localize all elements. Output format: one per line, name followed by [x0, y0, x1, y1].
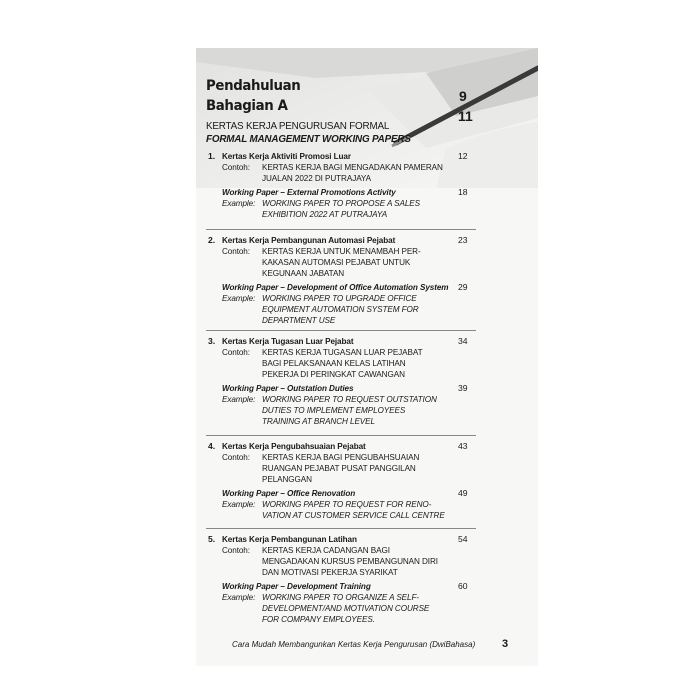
contoh-label: Contoh:	[222, 246, 250, 256]
example-page: 18	[458, 187, 468, 197]
section-title: Kertas Kerja Tugasan Luar Pejabat	[222, 336, 354, 346]
example-line: WORKING PAPER TO REQUEST FOR RENO-	[262, 499, 432, 509]
section-page: 23	[458, 235, 468, 245]
section-number: 1.	[208, 151, 216, 161]
example-page: 49	[458, 488, 468, 498]
contoh-line: DAN MOTIVASI PEKERJA SYARIKAT	[262, 567, 398, 577]
contoh-line: KERTAS KERJA UNTUK MENAMBAH PER-	[262, 246, 421, 256]
example-page: 29	[458, 282, 468, 292]
example-title: Working Paper – Outstation Duties	[222, 383, 354, 393]
example-label: Example:	[222, 499, 256, 509]
example-title: Working Paper – Development Training	[222, 581, 371, 591]
example-line: WORKING PAPER TO REQUEST OUTSTATION	[262, 394, 437, 404]
section-page: 54	[458, 534, 468, 544]
footer-book-title: Cara Mudah Membangunkan Kertas Kerja Pengurusan (DwiBahasa)	[232, 640, 476, 649]
footer-page-number: 3	[502, 638, 509, 650]
example-label: Example:	[222, 293, 256, 303]
example-page: 60	[458, 581, 468, 591]
part-title: Bahagian A	[206, 98, 288, 114]
section-title: Kertas Kerja Pembangunan Latihan	[222, 534, 357, 544]
section-page: 43	[458, 441, 468, 451]
intro-page: 9	[459, 88, 467, 104]
section-divider	[206, 435, 476, 436]
example-label: Example:	[222, 394, 256, 404]
contoh-label: Contoh:	[222, 162, 250, 172]
example-line: WORKING PAPER TO PROPOSE A SALES	[262, 198, 421, 208]
example-line: WORKING PAPER TO UPGRADE OFFICE	[262, 293, 417, 303]
section-number: 5.	[208, 534, 216, 544]
example-line: DEVELOPMENT/AND MOTIVATION COURSE	[262, 603, 430, 613]
section-divider	[206, 229, 476, 230]
contoh-line: KERTAS KERJA CADANGAN BAGI	[262, 545, 390, 555]
contoh-line: JUALAN 2022 DI PUTRAJAYA	[262, 173, 372, 183]
example-label: Example:	[222, 592, 256, 602]
section-title: Kertas Kerja Aktiviti Promosi Luar	[222, 151, 351, 161]
section-divider	[206, 528, 476, 529]
section-number: 4.	[208, 441, 216, 451]
example-page: 39	[458, 383, 468, 393]
example-line: DEPARTMENT USE	[262, 315, 336, 325]
example-line: TRAINING AT BRANCH LEVEL	[262, 416, 375, 426]
section-divider	[206, 330, 476, 331]
contoh-line: KERTAS KERJA TUGASAN LUAR PEJABAT	[262, 347, 423, 357]
example-line: EXHIBITION 2022 AT PUTRAJAYA	[262, 209, 388, 219]
contoh-line: PEKERJA DI PERINGKAT CAWANGAN	[262, 369, 405, 379]
part-page: 11	[458, 108, 473, 124]
example-title: Working Paper – Development of Office Automation System	[222, 282, 449, 292]
contoh-label: Contoh:	[222, 452, 250, 462]
contoh-line: KEGUNAAN JABATAN	[262, 268, 345, 278]
contoh-line: KAKASAN AUTOMASI PEJABAT UNTUK	[262, 257, 411, 267]
example-line: EQUIPMENT AUTOMATION SYSTEM FOR	[262, 304, 419, 314]
book-page	[196, 48, 538, 666]
example-title: Working Paper – Office Renovation	[222, 488, 356, 498]
section-title: Kertas Kerja Pengubahsuaian Pejabat	[222, 441, 366, 451]
contoh-line: MENGADAKAN KURSUS PEMBANGUNAN DIRI	[262, 556, 438, 566]
example-title: Working Paper – External Promotions Activity	[222, 187, 396, 197]
contoh-line: PELANGGAN	[262, 474, 312, 484]
example-line: WORKING PAPER TO ORGANIZE A SELF-	[262, 592, 420, 602]
contoh-line: BAGI PELAKSANAAN KELAS LATIHAN	[262, 358, 406, 368]
contoh-label: Contoh:	[222, 347, 250, 357]
section-page: 34	[458, 336, 468, 346]
example-line: FOR COMPANY EMPLOYEES.	[262, 614, 375, 624]
contoh-line: RUANGAN PEJABAT PUSAT PANGGILAN	[262, 463, 416, 473]
contoh-label: Contoh:	[222, 545, 250, 555]
section-number: 3.	[208, 336, 216, 346]
contoh-line: KERTAS KERJA BAGI PENGUBAHSUAIAN	[262, 452, 420, 462]
contoh-line: KERTAS KERJA BAGI MENGADAKAN PAMERAN	[262, 162, 443, 172]
section-number: 2.	[208, 235, 216, 245]
section-page: 12	[458, 151, 468, 161]
example-label: Example:	[222, 198, 256, 208]
subtitle-ms: KERTAS KERJA PENGURUSAN FORMAL	[206, 120, 390, 132]
subtitle-en: FORMAL MANAGEMENT WORKING PAPERS	[206, 133, 411, 145]
example-line: VATION AT CUSTOMER SERVICE CALL CENTRE	[262, 510, 445, 520]
intro-title: Pendahuluan	[206, 78, 301, 94]
section-title: Kertas Kerja Pembangunan Automasi Pejabat	[222, 235, 396, 245]
example-line: DUTIES TO IMPLEMENT EMPLOYEES	[262, 405, 406, 415]
